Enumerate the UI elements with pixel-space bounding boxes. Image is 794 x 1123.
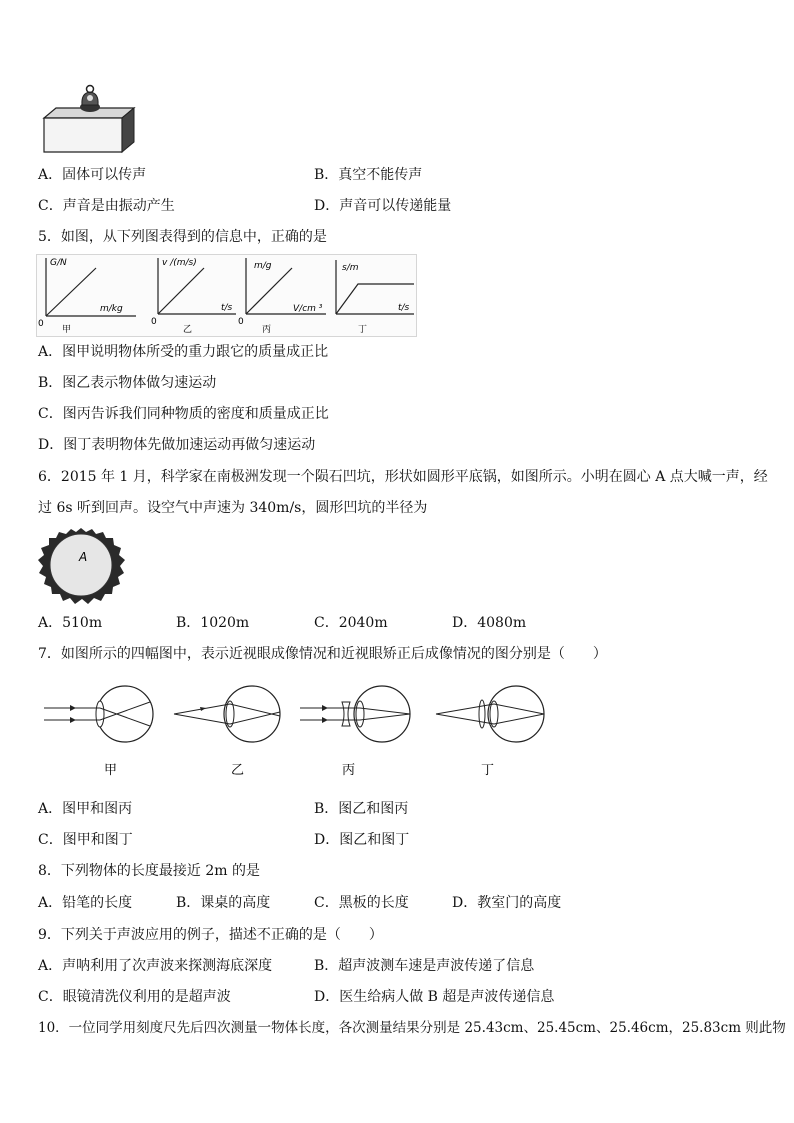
- q9-option-c: C．眼镜清洗仪利用的是超声波: [38, 989, 231, 1005]
- eye-yi: [174, 686, 280, 742]
- eye-bing: [300, 686, 410, 742]
- eye-diagrams-figure: [40, 682, 560, 782]
- q5-option-c: C．图丙告诉我们同种物质的密度和质量成正比: [38, 406, 329, 422]
- q5-option-d: D．图丁表明物体先做加速运动再做匀速运动: [38, 437, 316, 453]
- q9-option-d: D．医生给病人做 B 超是声波传递信息: [314, 989, 555, 1005]
- graph-bing-ylabel: m/g: [254, 261, 272, 271]
- graph-jia-ylabel: G/N: [50, 258, 67, 268]
- graph-yi-caption: 乙: [183, 325, 193, 335]
- q9-stem: 9．下列关于声波应用的例子，描述不正确的是（ ）: [38, 927, 383, 943]
- q5-graphs-figure: [36, 254, 418, 338]
- graph-ding-xlabel: t/s: [398, 303, 410, 313]
- q4-option-b: B．真空不能传声: [314, 167, 423, 183]
- q6-stem-line2: 过 6s 听到回声。设空气中声速为 340m/s，圆形凹坑的半径为: [38, 500, 428, 516]
- graph-ding-caption: 丁: [358, 325, 368, 335]
- eye-jia: [44, 686, 153, 742]
- q4-option-d: D．声音可以传递能量: [314, 198, 452, 214]
- q8-option-a: A．铅笔的长度: [38, 895, 133, 911]
- q8-stem: 8．下列物体的长度最接近 2m 的是: [38, 863, 260, 879]
- q7-option-c: C．图甲和图丁: [38, 832, 133, 848]
- eye-ding: [436, 686, 544, 742]
- q5-option-b: B．图乙表示物体做匀速运动: [38, 375, 217, 391]
- eye-caption-ding: 丁: [481, 763, 495, 778]
- q10-stem: 10．一位同学用刻度尺先后四次测量一物体长度，各次测量结果分别是 25.43cm、25.45cm、25.46cm，25.83cm 则此物: [38, 1020, 786, 1036]
- q8-option-c: C．黑板的长度: [314, 895, 409, 911]
- eye-caption-jia: 甲: [104, 763, 118, 778]
- q7-stem: 7．如图所示的四幅图中，表示近视眼成像情况和近视眼矫正后成像情况的图分别是（ ）: [38, 646, 607, 662]
- graph-jia-origin: 0: [38, 319, 44, 329]
- graph-jia-xlabel: m/kg: [100, 304, 123, 314]
- q6-option-d: D．4080m: [452, 615, 527, 631]
- graph-bing-origin: 0: [238, 317, 244, 327]
- q8-option-d: D．教室门的高度: [452, 895, 562, 911]
- eye-caption-yi: 乙: [231, 763, 245, 778]
- crater-figure: [36, 526, 126, 606]
- q9-option-b: B．超声波测车速是声波传递了信息: [314, 958, 535, 974]
- graph-bing-caption: 丙: [262, 325, 272, 335]
- q5-option-a: A．图甲说明物体所受的重力跟它的质量成正比: [38, 344, 329, 360]
- graph-ding-ylabel: s/m: [342, 263, 359, 273]
- q6-option-a: A．510m: [38, 615, 103, 631]
- q6-option-c: C．2040m: [314, 615, 388, 631]
- q7-option-b: B．图乙和图丙: [314, 801, 409, 817]
- q9-option-a: A．声呐利用了次声波来探测海底深度: [38, 958, 273, 974]
- eye-caption-bing: 丙: [342, 763, 356, 778]
- graph-yi-xlabel: t/s: [221, 303, 233, 313]
- crater-point-label: A: [79, 550, 88, 564]
- q4-option-a: A．固体可以传声: [38, 167, 147, 183]
- q6-option-b: B．1020m: [176, 615, 250, 631]
- q6-stem-line1: 6．2015 年 1 月，科学家在南极洲发现一个陨石凹坑，形状如圆形平底锅，如图所示。小明在圆心 A 点大喊一声，经: [38, 469, 768, 485]
- q5-stem: 5．如图，从下列图表得到的信息中，正确的是: [38, 229, 327, 245]
- bell-on-block-figure: [40, 80, 140, 155]
- graph-yi-origin: 0: [151, 317, 157, 327]
- q7-option-d: D．图乙和图丁: [314, 832, 410, 848]
- graph-jia-caption: 甲: [62, 325, 72, 335]
- q7-option-a: A．图甲和图丙: [38, 801, 133, 817]
- graph-bing-xlabel: V/cm ³: [293, 304, 323, 314]
- graph-yi-ylabel: v /(m/s): [162, 258, 197, 268]
- q8-option-b: B．课桌的高度: [176, 895, 271, 911]
- q4-option-c: C．声音是由振动产生: [38, 198, 175, 214]
